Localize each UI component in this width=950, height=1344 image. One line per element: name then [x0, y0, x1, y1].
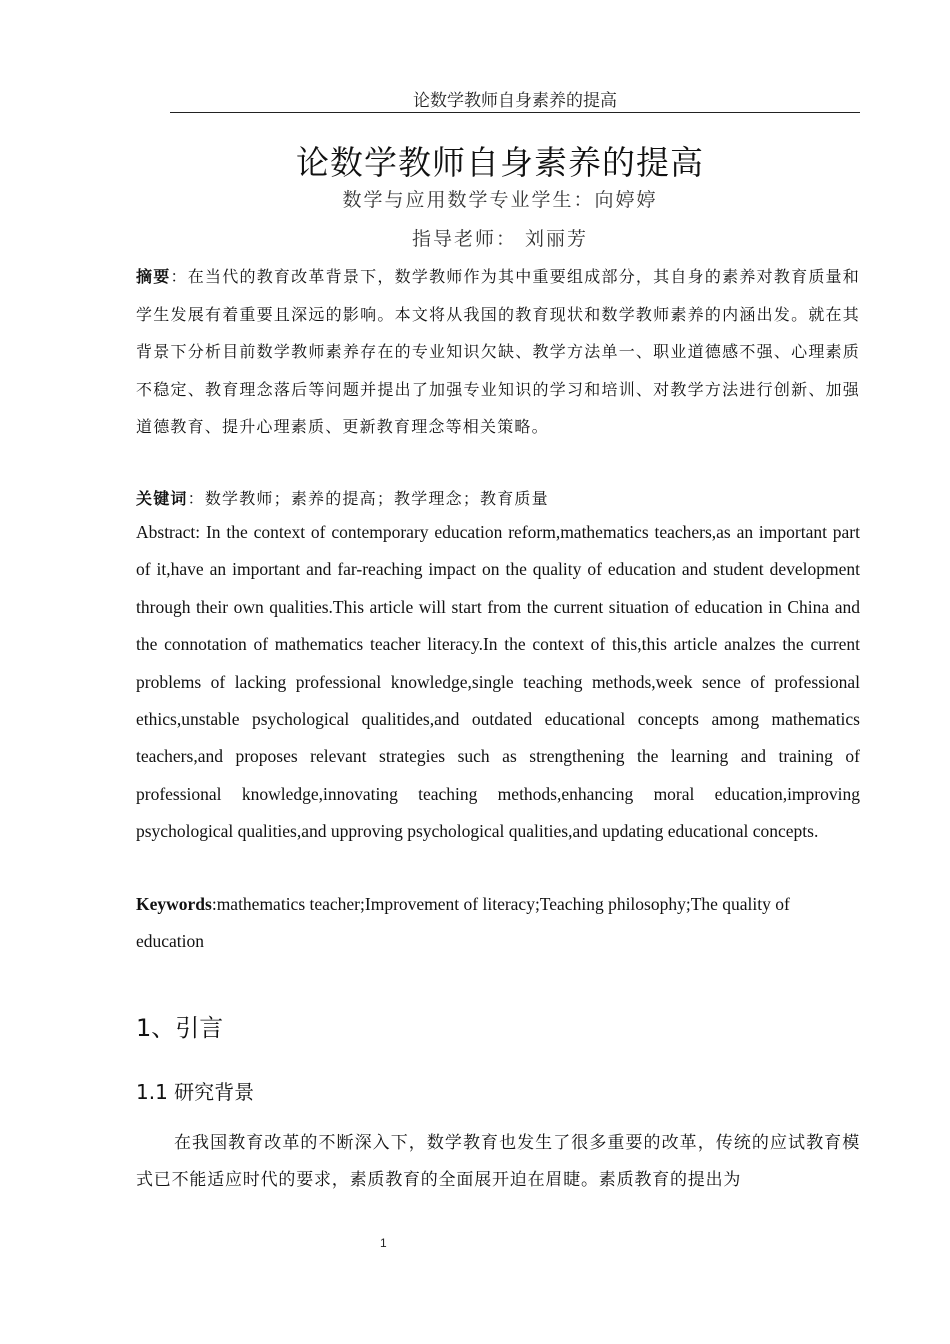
- background-body: [136, 1125, 860, 1198]
- running-header: 论数学教师自身素养的提高: [413, 91, 617, 111]
- subsection-heading-background: 1.1 研究背景: [136, 1080, 255, 1104]
- abstract-chinese-paragraph: [136, 258, 860, 446]
- keywords-chinese-paragraph: [136, 480, 860, 518]
- keywords-chinese: [136, 480, 860, 518]
- author-line: 数学与应用数学专业学生：向婷婷: [342, 189, 658, 211]
- keywords-chinese-text: 数学教师；素养的提高；教学理念；教育质量: [204, 489, 549, 508]
- advisor-line: 指导老师： 刘丽芳: [411, 228, 589, 250]
- keywords-label: 关键词: [136, 489, 188, 508]
- keywords-english-label: Keywords: [136, 894, 212, 914]
- abstract-label: 摘要: [136, 267, 171, 286]
- header-rule: [170, 112, 860, 113]
- section-heading-introduction: 1、引言: [136, 1014, 224, 1042]
- keywords-english-paragraph: [136, 886, 860, 961]
- background-paragraph: 在我国教育改革的不断深入下，数学教育也发生了很多重要的改革，传统的应试教育模式已不能适应时代的要求，素质教育的全面展开迫在眉睫。素质教育的提出为: [136, 1133, 860, 1190]
- abstract-english: [136, 514, 860, 851]
- page-number: 1: [380, 1236, 387, 1250]
- abstract-chinese: [136, 258, 860, 446]
- abstract-chinese-text: 在当代的教育改革背景下，数学教师作为其中重要组成部分，其自身的素养对教育质量和学生发展有着重要且深远的影响。本文将从我国的教育现状和数学教师素养的内涵出发。就在其背景下分析目前数学教师素养存在的专业知识欠缺、教学方法单一、职业道德感不强、心理素质不稳定、教育理念落后等问题并提出了加强专业知识的学习和培训、对教学方法进行创新、加强道德教育、提升心理素质、更新教育理念等相关策略。: [136, 267, 860, 436]
- abstract-label-separator: ：: [170, 267, 188, 286]
- paper-title: 论数学教师自身素养的提高: [296, 143, 704, 182]
- abstract-english-text: Abstract: In the context of contemporary education reform,mathematics teachers,as an important part of it,have an important and far-reaching impact on the quality of education and student development through their own qualities.This article will start from the current situation of education in China and the connotation of mathematics teacher literacy.In the context of this,this article analzes the current problems of lacking professional knowledge,single teaching methods,week sence of professional ethics,unstable psychological qualitides,and outdated educational concepts among mathematics teachers,and proposes relevant strategies such as strengthening the learning and training of professional knowledge,innovating teaching methods,enhancing moral education,improving psychological qualities,and upproving psychological qualities,and updating educational concepts.: [136, 522, 860, 842]
- keywords-english: [136, 886, 860, 961]
- keywords-english-text: :mathematics teacher;Improvement of literacy;Teaching philosophy;The quality of education: [136, 894, 790, 952]
- keywords-label-separator: ：: [187, 489, 205, 508]
